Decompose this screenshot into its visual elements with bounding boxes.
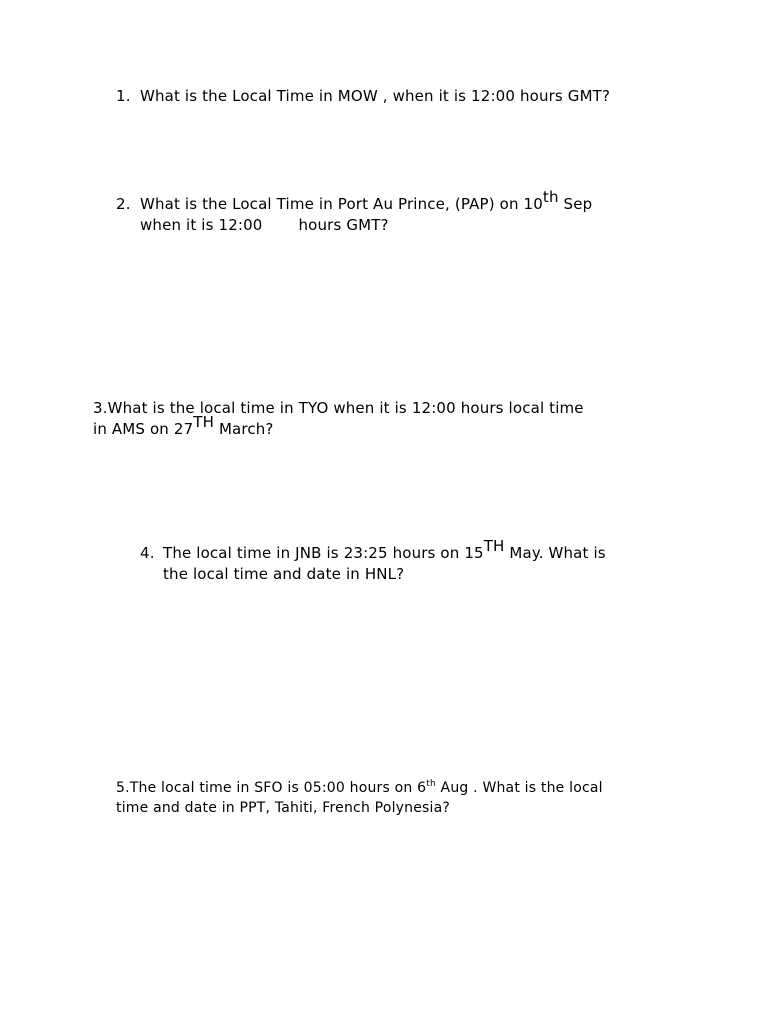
question-5 bbox=[116, 778, 603, 818]
question-2-number: 2. bbox=[116, 195, 131, 213]
question-5-text-a: 5.The local time in SFO is 05:00 hours on 6 bbox=[116, 780, 427, 796]
question-4-number: 4. bbox=[140, 544, 155, 562]
question-4 bbox=[140, 537, 606, 585]
question-4-text-b: May. What is bbox=[504, 544, 606, 562]
question-1-number: 1. bbox=[116, 87, 131, 105]
question-3-text-a: in AMS on 27 bbox=[93, 420, 194, 438]
question-4-line-1 bbox=[140, 537, 606, 564]
question-4-line-2: the local time and date in HNL? bbox=[163, 565, 405, 583]
question-5-text-b: Aug . What is the local bbox=[435, 780, 603, 796]
question-3-line-2 bbox=[93, 413, 584, 440]
question-1-text: What is the Local Time in MOW , when it is 12:00 hours GMT? bbox=[140, 87, 611, 105]
question-2-line-2 bbox=[116, 215, 592, 236]
question-1 bbox=[116, 86, 610, 107]
question-5-line-2: time and date in PPT, Tahiti, French Polynesia? bbox=[116, 800, 451, 816]
question-4-superscript: TH bbox=[483, 537, 505, 556]
question-2-text-c: when it is 12:00 bbox=[140, 216, 263, 234]
question-2-text-b: Sep bbox=[558, 195, 593, 213]
question-2 bbox=[116, 188, 593, 236]
question-4-text-a: The local time in JNB is 23:25 hours on 15 bbox=[163, 544, 484, 562]
question-2-text-a: What is the Local Time in Port Au Prince, (PAP) on 10 bbox=[140, 195, 543, 213]
question-2-text-d: hours GMT? bbox=[298, 216, 389, 234]
question-3-superscript: TH bbox=[193, 413, 215, 432]
question-3-line-1: 3.What is the local time in TYO when it is 12:00 hours local time bbox=[93, 399, 584, 417]
question-3-text-b: March? bbox=[214, 420, 274, 438]
question-2-superscript: th bbox=[542, 188, 559, 207]
question-5-line-1 bbox=[116, 778, 603, 798]
question-5-superscript: th bbox=[426, 778, 436, 789]
question-2-line-1 bbox=[116, 188, 593, 215]
question-3 bbox=[93, 398, 584, 440]
